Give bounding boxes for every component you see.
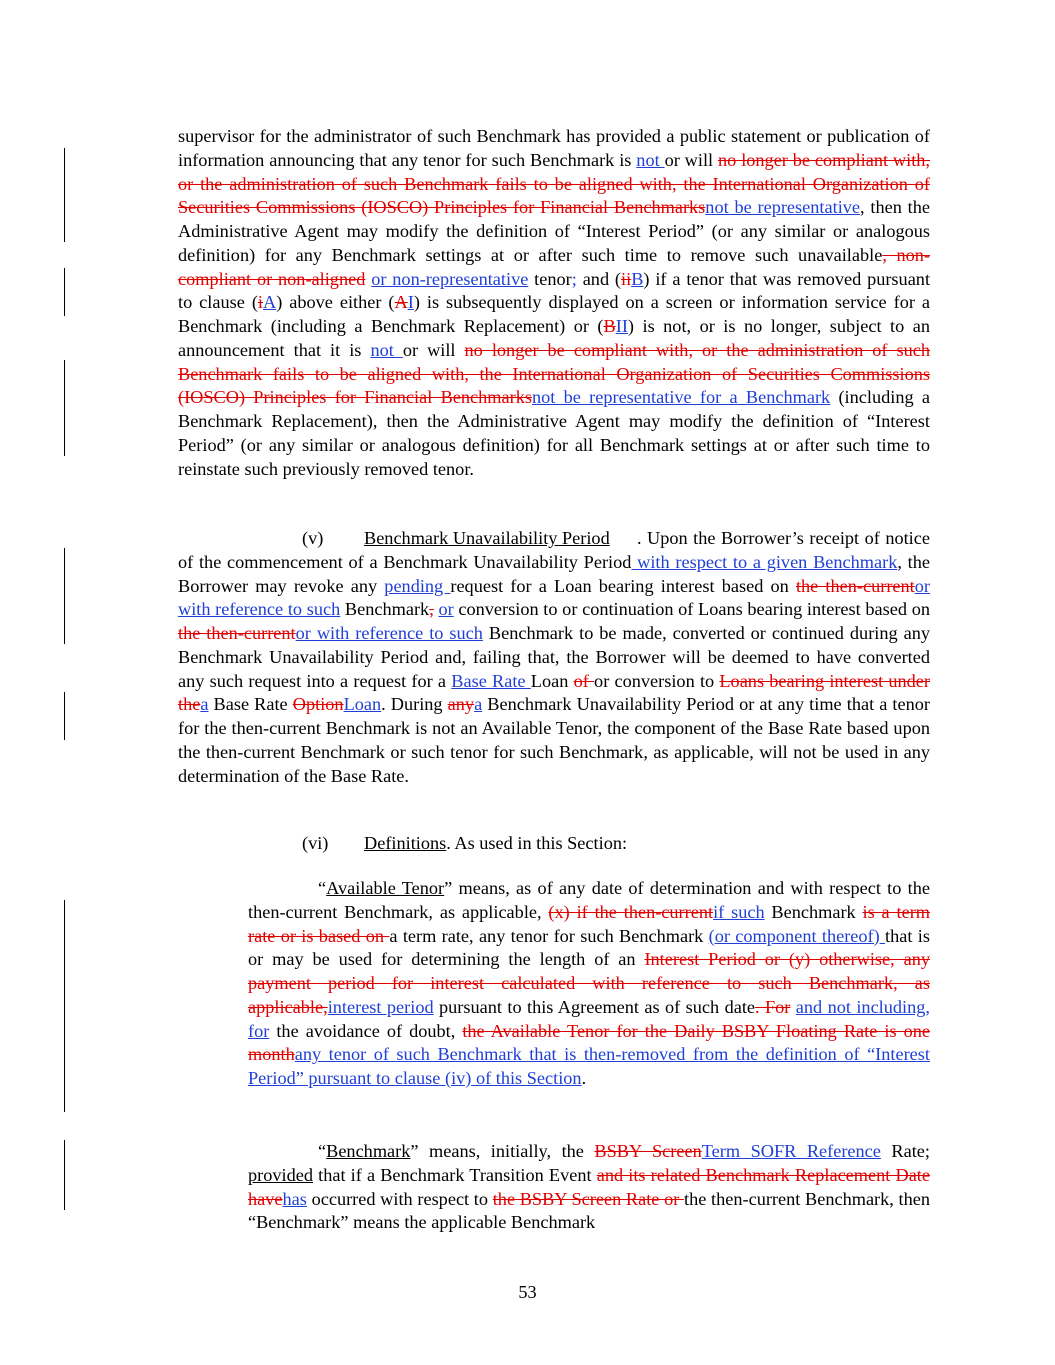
section-heading: Benchmark Unavailability Period <box>364 528 610 548</box>
change-bar <box>64 268 65 316</box>
text-run: ) above either ( <box>276 292 395 313</box>
inserted-text: not <box>636 149 665 170</box>
text-run: Rate; <box>880 1141 930 1161</box>
text-run: pursuant to this Agreement as of such date <box>433 996 756 1017</box>
text-run: and ( <box>576 268 622 289</box>
deleted-text: , non-compliant or non-aligned <box>178 244 930 289</box>
text-run: a term rate, any tenor for such Benchmark <box>389 925 709 946</box>
text-run: Benchmark to be made, converted or continued during any Benchmark Unavailability Period and, failing that, the Borrower will be deemed to have converted any such request into a request for a <box>178 623 931 691</box>
text-run: “ <box>318 1141 327 1161</box>
text-run: Benchmark Unavailability Period or at any time that a tenor for the then-current Benchmark is not an Available Tenor, the component of the Base Rate based upon the then-current Benchmark or such tenor for such Benchmark, as applicable, will not be used in any determination of the Base Rate. <box>178 694 930 786</box>
underlined-term: Available Tenor <box>326 878 445 898</box>
text-run: , then the Administrative Agent may modify the definition of “Interest Period” (or any similar or analogous definition) for any Benchmark settings at or after such time to remove such unavailable <box>178 197 931 265</box>
section-number: (v) <box>302 528 324 548</box>
text-run: request for a Loan bearing interest based on <box>450 575 796 596</box>
deleted-text: Interest Period or (y) otherwise, any payment period for interest calculated with reference to such Benchmark, as applicable, <box>248 949 930 1017</box>
text-run: ) is not, or is no longer, subject to an announcement that it is <box>178 316 930 360</box>
inserted-text: or with reference to such <box>295 623 483 643</box>
text-run: ) if a tenor that was removed pursuant to clause ( <box>178 268 931 313</box>
deleted-text: any <box>447 694 475 715</box>
inserted-text: with respect to a given Benchmark <box>631 551 898 572</box>
deleted-text: no longer be compliant with, or the administration of such Benchmark fails to be aligned with, the International Organization of Securities Commissions (IOSCO) Principles for Financial Benchmarks <box>178 149 931 218</box>
page-number: 53 <box>518 1282 537 1302</box>
inserted-text: not be representative for a Benchmark <box>531 387 831 408</box>
deleted-text: (x) if the then-current <box>548 901 714 922</box>
text-run: ” means, initially, the <box>410 1141 595 1161</box>
inserted-text: a <box>474 694 483 715</box>
inserted-text: or <box>438 599 454 620</box>
deleted-text: is a term rate or is based on <box>248 901 931 946</box>
change-bar <box>64 1140 65 1210</box>
text-run: conversion to or continuation of Loans bearing interest based on <box>453 599 930 620</box>
text-run: “ <box>318 878 327 898</box>
deleted-text: Option <box>292 694 344 715</box>
text-run: tenor <box>528 268 572 289</box>
inserted-text: or non-representative <box>371 268 529 289</box>
inserted-text: not be representative <box>705 197 861 218</box>
text-run: ” means, as of any date of determination and with respect to the then-current Benchmark, as applicable, <box>248 878 930 922</box>
deleted-text: the then-current <box>178 623 296 643</box>
text-run: , the Borrower may revoke any <box>178 551 930 596</box>
change-bar <box>64 548 65 596</box>
deleted-text: no longer be compliant with, or the administration of such Benchmark fails to be aligned with, the International Organization of Securities Commissions (IOSCO) Principles for Financial Benchmarks <box>178 339 930 408</box>
deleted-text: the Available Tenor for the Daily BSBY Floating Rate is one month <box>248 1020 930 1065</box>
deleted-text: B <box>603 316 616 336</box>
text-run: . During <box>381 694 448 715</box>
text-run: Loan <box>530 670 574 691</box>
paragraph-text <box>178 125 930 481</box>
deleted-text: A <box>394 292 408 313</box>
inserted-text: ; <box>571 268 577 289</box>
paragraph-iv-continuation <box>178 125 930 481</box>
text-run: Benchmark <box>340 599 430 620</box>
change-bar <box>64 596 65 644</box>
deleted-text: the BSBY Screen Rate or <box>492 1188 684 1209</box>
change-bar <box>64 360 65 456</box>
deleted-text: i <box>257 292 263 313</box>
text-run: that if a Benchmark Transition Event <box>312 1164 597 1185</box>
inserted-text: interest period <box>327 996 434 1017</box>
change-bar <box>64 148 65 242</box>
inserted-text: a <box>200 694 209 715</box>
paragraph-text <box>178 527 930 788</box>
underlined-term: Benchmark <box>326 1141 411 1161</box>
inserted-text: Loan <box>343 694 382 715</box>
section-heading-tail: . As used in this Section: <box>446 833 628 853</box>
text-run: or will <box>402 339 465 360</box>
text-run: the avoidance of doubt, <box>269 1020 463 1041</box>
inserted-text: pending <box>384 575 451 596</box>
section-number: (vi) <box>302 833 329 853</box>
text-run: Base Rate <box>208 694 293 715</box>
text-run: supervisor for the administrator of such Benchmark has provided a public statement or publication of information announcing that any tenor for such Benchmark is <box>178 126 930 170</box>
inserted-text: Base Rate <box>451 670 531 691</box>
text-run: or conversion to <box>594 670 720 691</box>
definition-text <box>248 877 930 1091</box>
text-run: that is or may be used for determining the length of an <box>248 925 930 970</box>
deleted-text: and its related Benchmark Replacement Date have <box>248 1164 930 1209</box>
inserted-text: B <box>631 268 644 289</box>
section-vi-heading-row <box>302 832 627 856</box>
underlined-term: provided <box>248 1164 313 1185</box>
text-run: or will <box>664 149 719 170</box>
section-v-paragraph <box>178 527 930 788</box>
change-bar <box>64 692 65 740</box>
definition-text <box>248 1140 930 1235</box>
inserted-text: or with reference to such <box>178 575 930 620</box>
text-run: occurred with respect to <box>306 1188 493 1209</box>
inserted-text: any tenor of such Benchmark that is then-removed from the definition of “Interest Period” pursuant to clause (iv) of this Section <box>248 1044 930 1088</box>
text-run: . Upon the Borrower’s receipt of notice of the commencement of a Benchmark Unavailability Period <box>178 528 930 572</box>
text-run: Benchmark <box>764 901 863 922</box>
inserted-text: and not including, for <box>248 996 930 1041</box>
inserted-text: II <box>615 316 628 336</box>
text-run: ) is subsequently displayed on a screen or information service for a Benchmark (including a Benchmark Replacement) or ( <box>178 292 931 336</box>
inserted-text: if such <box>713 901 765 922</box>
deleted-text: ii <box>621 268 632 289</box>
deleted-text: BSBY Screen <box>594 1141 702 1161</box>
section-heading: Definitions <box>364 833 447 853</box>
deleted-text: , <box>429 599 434 620</box>
text-run: (including a Benchmark Replacement), then the Administrative Agent may modify the definition of “Interest Period” (or any similar or analogous definition) for all Benchmark settings at or after such time to reinstate such previously removed tenor. <box>178 387 930 479</box>
definition-available-tenor <box>248 877 930 1091</box>
deleted-text: Loans bearing interest under the <box>178 670 930 715</box>
deleted-text: the then-current <box>795 575 915 596</box>
inserted-text: not <box>370 339 403 360</box>
inserted-text: I <box>407 292 414 313</box>
change-bar <box>64 900 65 1112</box>
text-run: the then-current Benchmark, then “Benchmark” means the applicable Benchmark <box>248 1188 931 1233</box>
text-run: . <box>581 1068 587 1088</box>
deleted-text: of <box>573 670 595 691</box>
inserted-text: A <box>263 292 277 313</box>
inserted-text: (or component thereof) <box>708 925 886 946</box>
inserted-text: Term SOFR Reference <box>701 1141 881 1161</box>
deleted-text: . For <box>755 996 791 1017</box>
definition-benchmark <box>248 1140 930 1235</box>
inserted-text: has <box>282 1188 307 1209</box>
